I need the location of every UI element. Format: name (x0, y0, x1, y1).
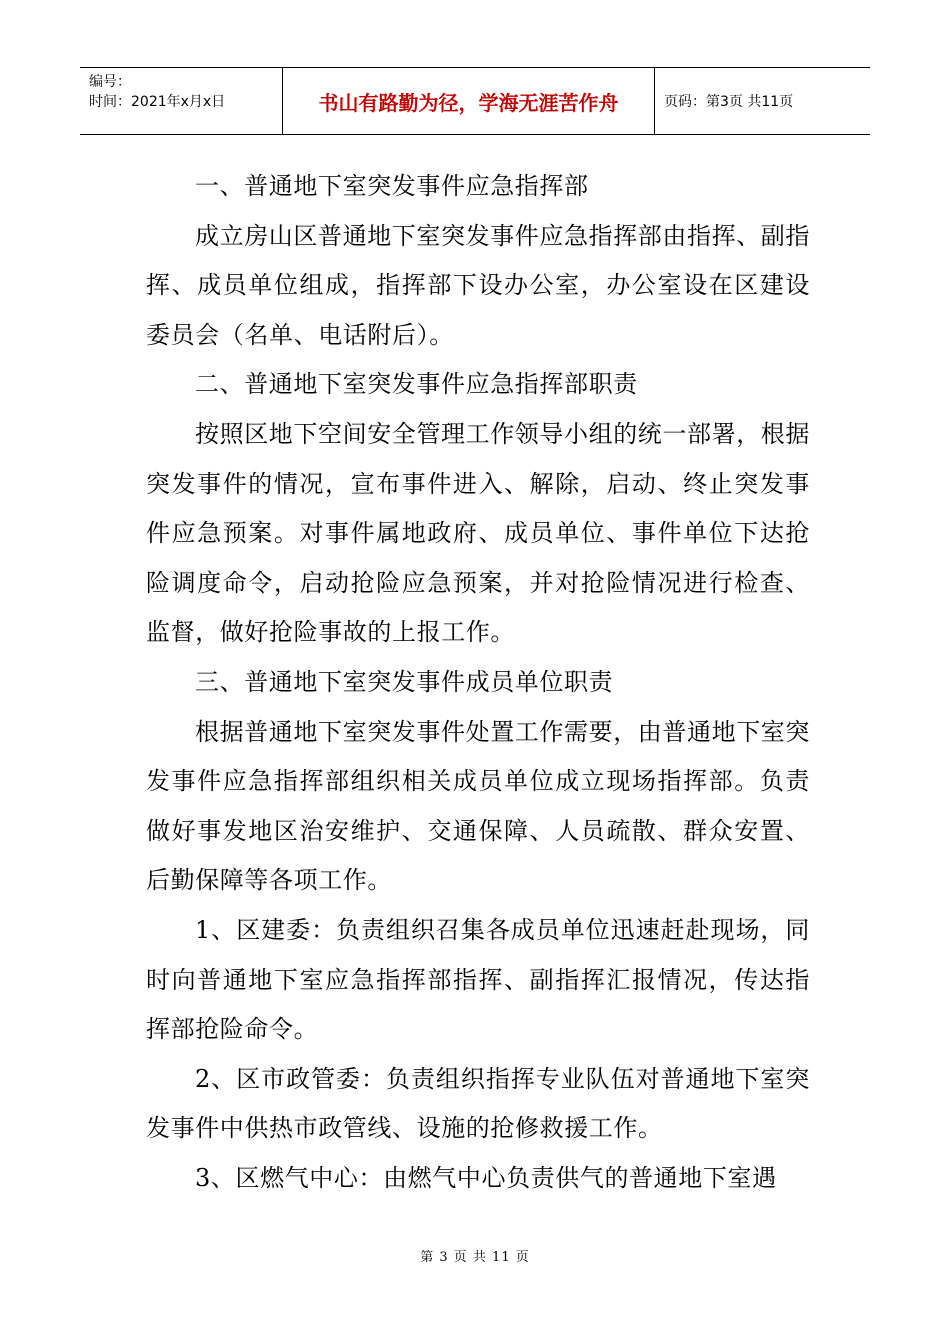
document-body (146, 162, 810, 1203)
body-paragraph: 成立房山区普通地下室突发事件应急指挥部由指挥、副指挥、成员单位组成，指挥部下设办公室，办公室设在区建设委员会（名单、电话附后）。 (146, 221, 810, 349)
header-page-info: 页码：第3页 共11页 (664, 94, 794, 110)
section-heading-1: 一、普通地下室突发事件应急指挥部 (195, 172, 589, 200)
section-heading-3: 三、普通地下室突发事件成员单位职责 (195, 667, 614, 696)
header-meta (80, 68, 283, 134)
page-footer: 第 3 页 共 11 页 (420, 1250, 530, 1265)
body-paragraph: 根据普通地下室突发事件处置工作需要，由普通地下室突发事件应急指挥部组织相关成员单位成立现场指挥部。负责做好事发地区治安维护、交通保障、人员疏散、群众安置、后勤保障等各项工作。 (146, 717, 810, 895)
page-header (80, 67, 870, 135)
list-item: 2、区市政管委：负责组织指挥专业队伍对普通地下室突发事件中供热市政管线、设施的抢修救援工作。 (146, 1064, 810, 1143)
document-number-label: 编号： (89, 74, 131, 90)
list-item: 1、区建委：负责组织召集各成员单位迅速赶赴现场，同时向普通地下室应急指挥部指挥、副指挥汇报情况，传达指挥部抢险命令。 (146, 915, 810, 1044)
body-paragraph: 按照区地下空间安全管理工作领导小组的统一部署，根据突发事件的情况，宣布事件进入、解除，启动、终止突发事件应急预案。对事件属地政府、成员单位、事件单位下达抢险调度命令，启动抢险应急预案，并对抢险情况进行检查、监督，做好抢险事故的上报工作。 (146, 419, 810, 647)
header-motto: 书山有路勤为径，学海无涯苦作舟 (283, 68, 655, 134)
list-item: 3、区燃气中心：由燃气中心负责供气的普通地下室遇 (195, 1163, 777, 1192)
document-time-label: 时间：2021年x月x日 (89, 94, 226, 110)
section-heading-2: 二、普通地下室突发事件应急指挥部职责 (195, 370, 638, 399)
